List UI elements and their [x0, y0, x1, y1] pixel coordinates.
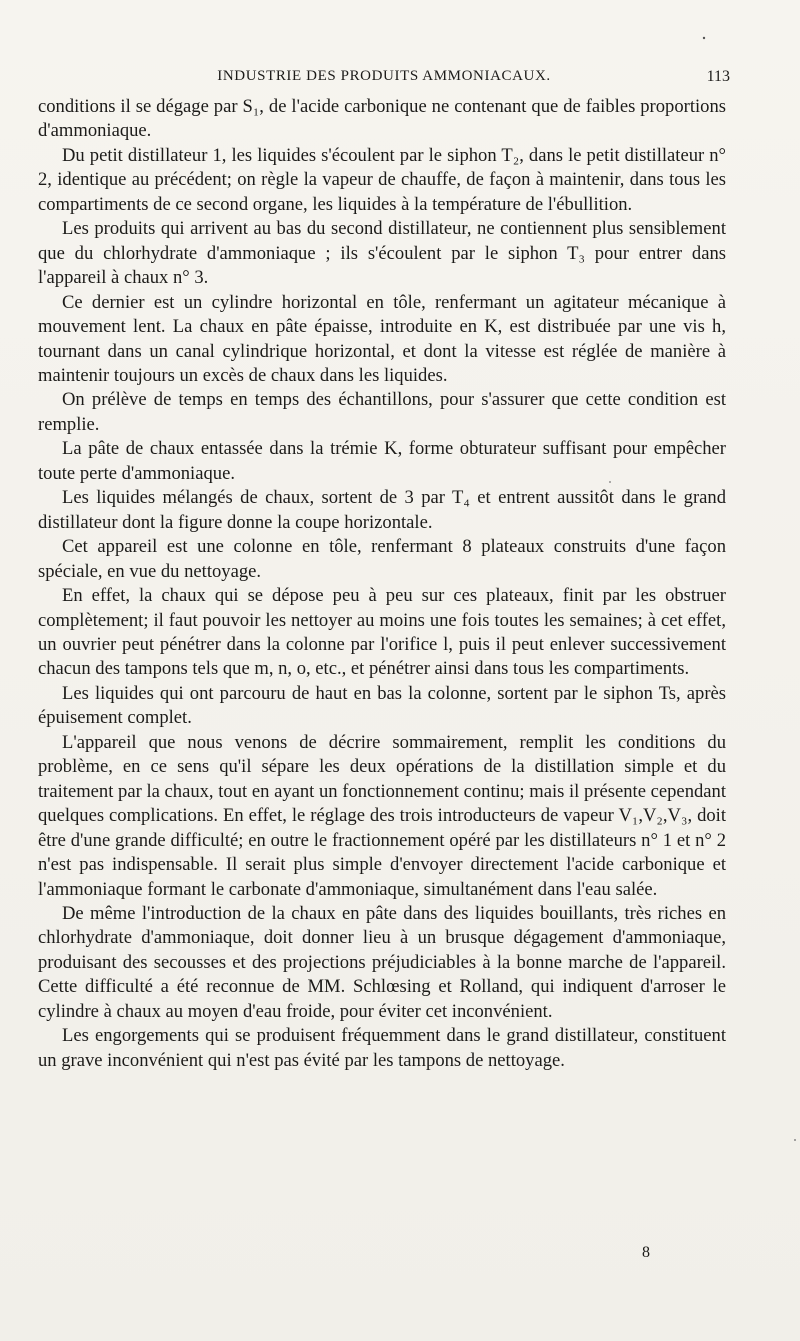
signature-mark: 8: [642, 1244, 650, 1261]
paragraph: Du petit distillateur 1, les liquides s'écoulent par le siphon T₂, dans le petit distillateur n° 2, identique au précédent; on règle la vapeur de chauffe, de façon à maintenir, dans tous les compartiments de ce second organe, les liquides à la température de l'ébullition.: [38, 144, 726, 215]
paragraph: On prélève de temps en temps des échantillons, pour s'assurer que cette condition est remplie.: [38, 389, 726, 435]
page-header: [38, 64, 730, 90]
paragraph: conditions il se dégage par S₁, de l'acide carbonique ne contenant que de faibles proportions d'ammoniaque.: [38, 96, 726, 142]
paragraph: Les liquides qui ont parcouru de haut en bas la colonne, sortent par le siphon Ts, après épuisement complet.: [38, 682, 726, 729]
paragraph: Cet appareil est une colonne en tôle, renfermant 8 plateaux construits d'une façon spéciale, en vue du nettoyage.: [38, 536, 726, 582]
body-text: [38, 95, 726, 1073]
paragraph: Les engorgements qui se produisent fréquemment dans le grand distillateur, constituent un grave inconvénient qui n'est pas évité par les tampons de nettoyage.: [38, 1025, 726, 1071]
running-head: INDUSTRIE DES PRODUITS AMMONIACAUX.: [217, 68, 551, 84]
paragraph: La pâte de chaux entassée dans la trémie K, forme obturateur suffisant pour empêcher toute perte d'ammoniaque.: [38, 438, 726, 484]
paragraph: De même l'introduction de la chaux en pâte dans des liquides bouillants, très riches en chlorhydrate d'ammoniaque, doit donner lieu à un brusque dégagement d'ammoniaque, produisant des secousses et des projections préjudiciables à la bonne marche de l'appareil. Cette difficulté a été reconnue de MM. Schlœsing et Rolland, qui indiquent d'arroser le cylindre à chaux au moyen d'eau froide, pour éviter cet inconvénient.: [38, 902, 726, 1022]
paragraph: Les liquides mélangés de chaux, sortent de 3 par T₄ et entrent aussitôt dans le grand distillateur dont la figure donne la coupe horizontale.: [38, 487, 726, 533]
paragraph: En effet, la chaux qui se dépose peu à peu sur ces plateaux, finit par les obstruer complètement; il faut pouvoir les nettoyer au moins une fois toutes les semaines; à cet effet, un ouvrier peut pénétrer dans la colonne par l'orifice l, puis il peut enlever successivement chacun des tampons tels que m, n, o, etc., et pénétrer ainsi dans tous les compartiments.: [38, 585, 726, 680]
page-number: 113: [706, 68, 730, 85]
paragraph: Les produits qui arrivent au bas du second distillateur, ne contiennent plus sensiblement que du chlorhydrate d'ammoniaque ; ils s'écoulent par le siphon T₃ pour entrer dans l'appareil à chaux n° 3.: [38, 218, 726, 289]
paragraph: Ce dernier est un cylindre horizontal en tôle, renfermant un agitateur mécanique à mouvement lent. La chaux en pâte épaisse, introduite en K, est distribuée par une vis h, tournant dans un canal cylindrique horizontal, et dont la vitesse est réglée de manière à maintenir toujours un excès de chaux dans les liquides.: [38, 291, 726, 386]
paragraph: L'appareil que nous venons de décrire sommairement, remplit les conditions du problème, en ce sens qu'il sépare les deux opérations de la distillation simple et du traitement par la chaux, tout en ayant un fonctionnement continu; mais il présente cependant quelques complications. En effet, le réglage des trois introducteurs de vapeur V₁,V₂,V₃, doit être d'une grande difficulté; en outre le fractionnement opéré par les distillateurs n° 1 et n° 2 n'est pas indispensable. Il serait plus simple d'envoyer directement l'acide carbonique et l'ammoniaque formant le carbonate d'ammoniaque, simultanément dans l'eau salée.: [38, 731, 726, 900]
